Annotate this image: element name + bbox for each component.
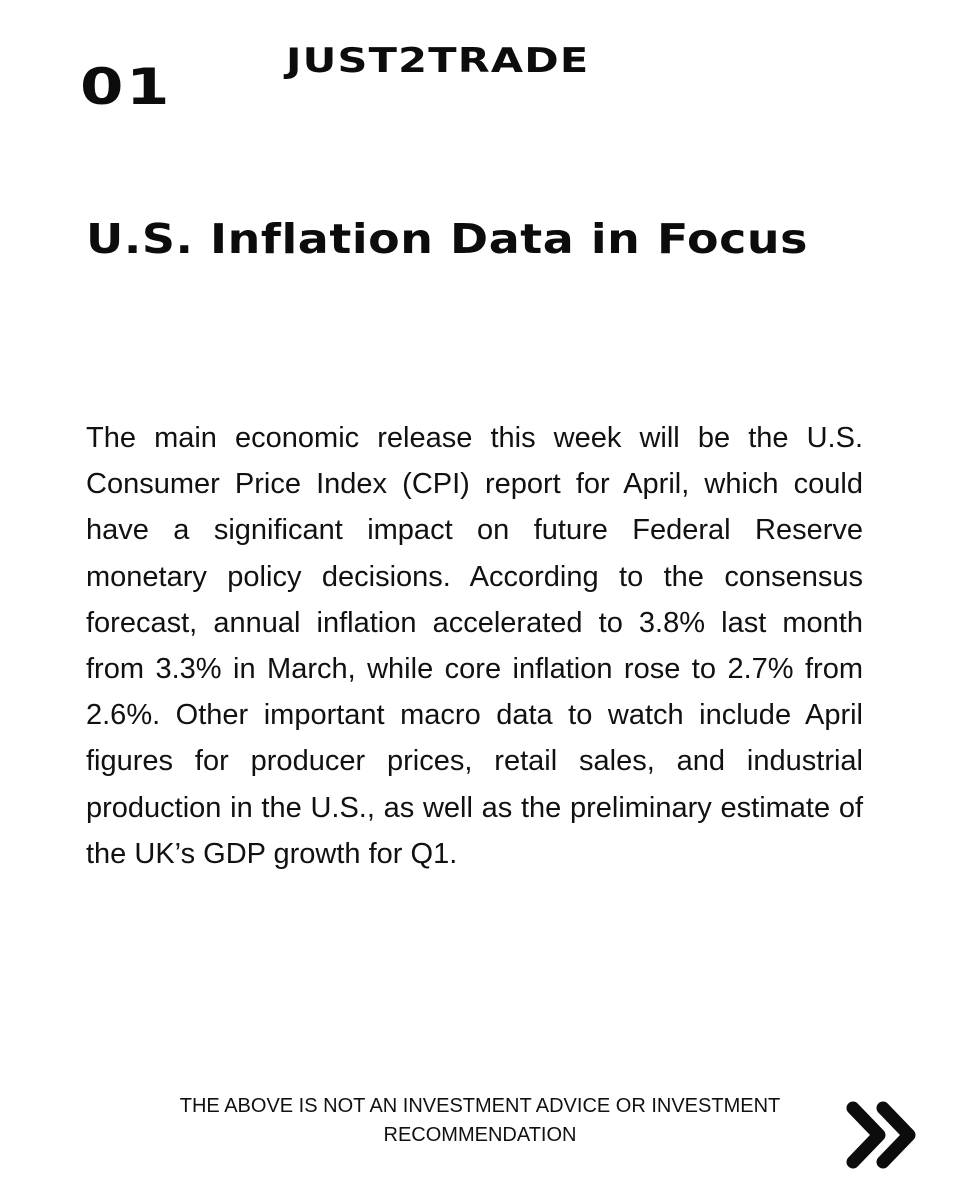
brand-logo: JUST2TRADE <box>286 41 590 81</box>
disclaimer-text: THE ABOVE IS NOT AN INVESTMENT ADVICE OR INVESTMENT RECOMMENDATION <box>179 1095 781 1146</box>
article-body: The main economic release this week will be the U.S. Consumer Price Index (CPI) report for April, which could have a significant impact on future Federal Reserve monetary policy decisions. According to the consensus forecast, annual inflation accelerated to 3.8% last month from 3.3% in March, while core inflation rose to 2.7% from 2.6%. Other important macro data to watch include April figures for producer prices, retail sales, and industrial production in the U.S., as well as the preliminary estimate of the UK’s GDP growth for Q1. <box>86 422 863 870</box>
page-title <box>86 210 846 268</box>
page-title-text: U.S. Inflation Data in Focus <box>86 215 809 263</box>
slide-number: 01 <box>80 58 172 116</box>
double-chevron-right-icon <box>845 1100 919 1170</box>
next-slide-button[interactable] <box>845 1100 919 1170</box>
